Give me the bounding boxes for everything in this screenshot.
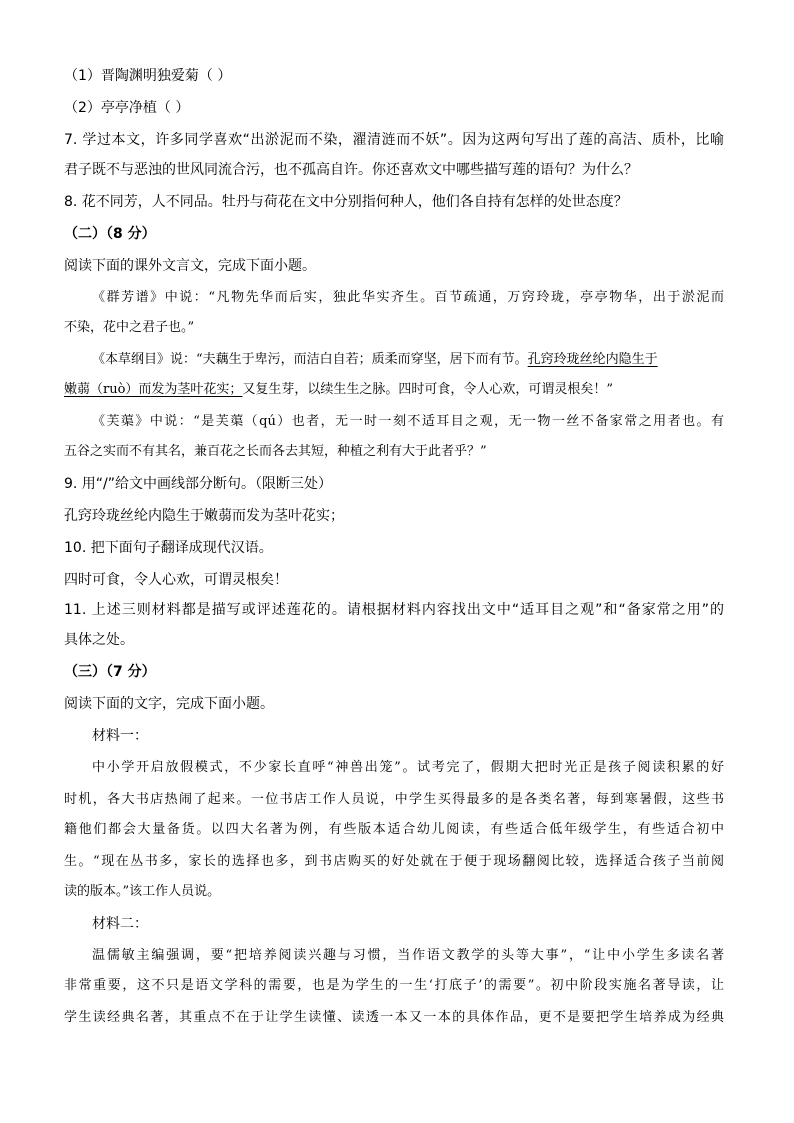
passage-bencao-line-2 — [64, 380, 724, 400]
passage-qunfangpu-line-2: 不染，花中之君子也。” — [64, 320, 195, 335]
material-1-line-2: 时机，各大书店热闹了起来。一位书店工作人员说，中学生买得最多的是各类名著，每到寒暑假，这些书 — [64, 792, 724, 807]
question-6-item-2: （2）亭亭净植（ ） — [64, 100, 190, 116]
section-3-heading: （三）（7 分） — [64, 664, 156, 680]
material-1-line-1: 中小学开启放假模式，不少家长直呼“神兽出笼”。试考完了，假期大把时光正是孩子阅读积累的好 — [92, 760, 724, 775]
question-10-sentence: 四时可食，令人心欢，可谓灵根矣！ — [64, 572, 288, 588]
material-1-line-4: 生。“现在丛书多，家长的选择也多，到书店购买的好处就在于便于现场翻阅比较，选择适合孩子当前阅 — [64, 854, 724, 869]
passage-bencao-line-1 — [92, 350, 724, 370]
section-2-instruction: 阅读下面的课外文言文，完成下面小题。 — [64, 258, 316, 274]
section-2-heading: （二）（8 分） — [64, 226, 156, 242]
question-7-line-2: 君子既不与恶浊的世风同流合污，也不孤高自许。你还喜欢文中哪些描写莲的语句？为什么？ — [64, 162, 638, 178]
section-3-instruction: 阅读下面的文字，完成下面小题。 — [64, 696, 274, 712]
underlined-sentence-part-1: 孔窍玲珑丝纶内隐生于 — [527, 352, 658, 367]
passage-fuqu-line-1: 《芙蕖》中说：“是芙蕖（qú）也者，无一时一刻不适耳目之观，无一物一丝不备家常之用者也。有 — [92, 414, 724, 429]
underlined-sentence-part-2: 嫩蒻（ruò）而发为茎叶花实； — [64, 382, 243, 397]
question-11-line-1: 11. 上述三则材料都是描写或评述莲花的。请根据材料内容找出文中“适耳目之观”和“备家常之用”的 — [64, 602, 724, 618]
material-1-label: 材料一： — [92, 728, 148, 744]
question-11-line-2: 具体之处。 — [64, 632, 134, 648]
question-9: 9. 用“/”给文中画线部分断句。（限断三处） — [64, 476, 333, 492]
passage-qunfangpu-line-1: 《群芳谱》中说：“凡物先华而后实，独此华实齐生。百节疏通，万窍玲珑，亭亭物华，出于淤泥而 — [92, 290, 724, 305]
question-6-item-1: （1）晋陶渊明独爱菊（ ） — [64, 68, 232, 84]
question-7-line-1: 7. 学过本文，许多同学喜欢“出淤泥而不染，濯清涟而不妖”。因为这两句写出了莲的高洁、质朴，比喻 — [64, 132, 724, 148]
question-10: 10. 把下面句子翻译成现代汉语。 — [64, 540, 273, 556]
passage-bencao-text-2: 又复生芽，以续生生之脉。四时可食，令人心欢，可谓灵根矣！” — [242, 382, 614, 397]
question-8: 8. 花不同芳，人不同品。牡丹与荷花在文中分别指何种人，他们各自持有怎样的处世态度？ — [64, 194, 628, 210]
material-2-line-3: 学生读经典名著，其重点不在于让学生读懂、读透一本又一本的具体作品，更不是要把学生培养成为经典 — [64, 1010, 724, 1025]
passage-bencao-text: 《本草纲目》说：“夫藕生于卑污，而洁白自若；质柔而穿坚，居下而有节。 — [92, 352, 528, 367]
question-9-sentence: 孔窍玲珑丝纶内隐生于嫩蒻而发为茎叶花实； — [64, 508, 344, 524]
material-2-label: 材料二： — [92, 916, 148, 932]
material-1-line-5: 读的版本。”该工作人员说。 — [64, 884, 221, 899]
passage-fuqu-line-2: 五谷之实而不有其名，兼百花之长而各去其短，种植之利有大于此者乎？” — [64, 444, 487, 459]
material-2-line-2: 非常重要，这不只是语文学科的需要，也是为学生的一生‘打底子’的需要”。初中阶段实施名著导读，让 — [64, 978, 724, 993]
material-2-line-1: 温儒敏主编强调，要“把培养阅读兴趣与习惯，当作语文教学的头等大事”，“让中小学生多读名著 — [92, 948, 724, 963]
material-1-line-3: 籍他们都会大量备货。以四大名著为例，有些版本适合幼儿阅读，有些适合低年级学生，有些适合初中 — [64, 822, 724, 837]
